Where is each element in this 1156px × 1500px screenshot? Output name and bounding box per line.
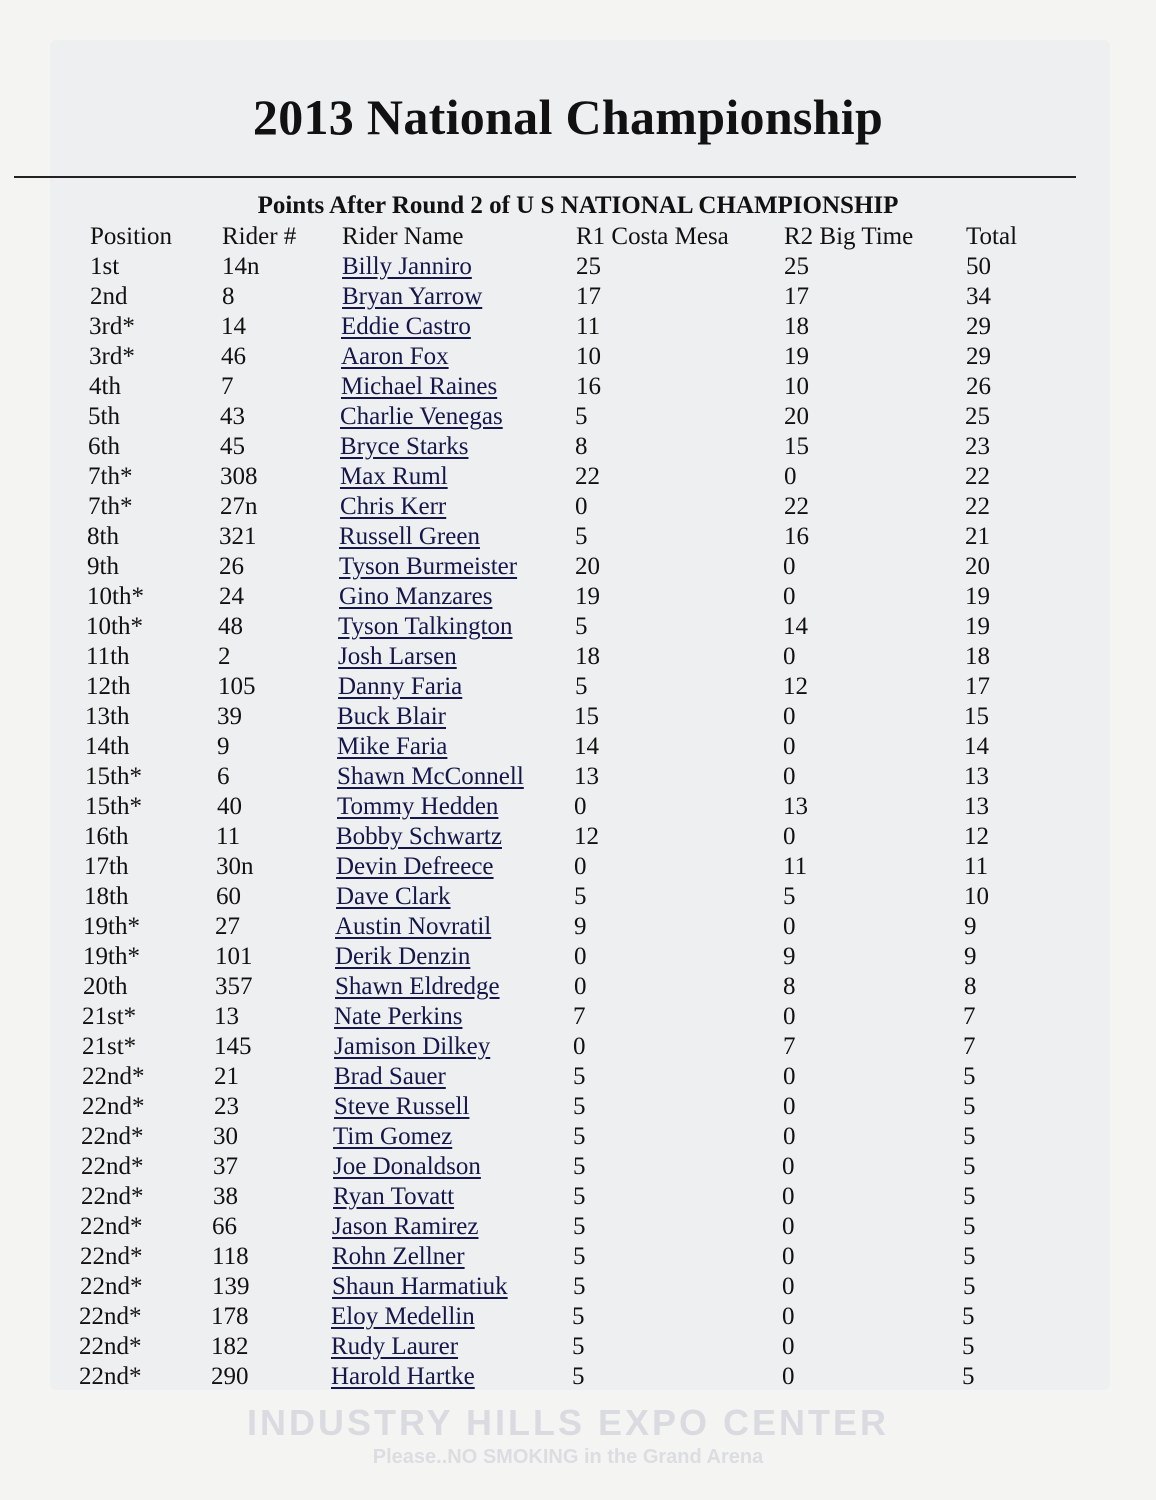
table-row xyxy=(0,672,1156,702)
cell-r1-points: 11 xyxy=(576,313,601,340)
rider-name-link[interactable]: Tommy Hedden xyxy=(337,793,499,820)
cell-position: 6th xyxy=(88,433,120,460)
header-total: Total xyxy=(966,223,1018,250)
cell-rider-number: 308 xyxy=(220,463,258,490)
table-row xyxy=(0,762,1156,792)
cell-total-points: 8 xyxy=(964,973,977,1000)
table-row xyxy=(0,942,1156,972)
rider-name-link[interactable]: Bobby Schwartz xyxy=(336,823,502,850)
cell-r2-points: 0 xyxy=(782,1183,795,1210)
table-row xyxy=(0,1152,1156,1182)
cell-r2-points: 0 xyxy=(782,1333,795,1360)
cell-position: 12th xyxy=(86,673,131,700)
cell-position: 3rd* xyxy=(89,343,135,370)
cell-r1-points: 5 xyxy=(573,1273,586,1300)
cell-r2-points: 0 xyxy=(783,1123,796,1150)
rider-name-link[interactable]: Gino Manzares xyxy=(339,583,493,610)
table-row xyxy=(0,372,1156,402)
cell-r1-points: 15 xyxy=(574,703,599,730)
cell-position: 20th xyxy=(83,973,128,1000)
cell-r2-points: 0 xyxy=(783,703,796,730)
cell-r1-points: 5 xyxy=(573,1183,586,1210)
cell-total-points: 50 xyxy=(966,253,991,280)
rider-name-link[interactable]: Eddie Castro xyxy=(341,313,471,340)
cell-r2-points: 0 xyxy=(783,1003,796,1030)
cell-position: 18th xyxy=(84,883,129,910)
rider-name-link[interactable]: Jamison Dilkey xyxy=(334,1033,491,1060)
table-row xyxy=(0,732,1156,762)
rider-name-link[interactable]: Michael Raines xyxy=(341,373,498,400)
cell-r1-points: 5 xyxy=(573,1213,586,1240)
cell-position: 22nd* xyxy=(82,1063,145,1090)
cell-position: 10th* xyxy=(86,613,143,640)
cell-rider-number: 38 xyxy=(213,1183,238,1210)
cell-position: 15th* xyxy=(85,793,142,820)
table-row xyxy=(0,582,1156,612)
cell-r1-points: 25 xyxy=(576,253,601,280)
cell-r2-points: 0 xyxy=(783,913,796,940)
rider-name-link[interactable]: Brad Sauer xyxy=(334,1063,446,1090)
cell-total-points: 5 xyxy=(963,1213,976,1240)
cell-rider-number: 45 xyxy=(220,433,245,460)
cell-total-points: 20 xyxy=(965,553,990,580)
cell-total-points: 7 xyxy=(963,1003,976,1030)
cell-r2-points: 22 xyxy=(784,493,809,520)
cell-position: 4th xyxy=(89,373,121,400)
cell-r2-points: 0 xyxy=(783,733,796,760)
no-smoking-watermark: Please..NO SMOKING in the Grand Arena xyxy=(372,1446,764,1468)
rider-name-link[interactable]: Shaun Harmatiuk xyxy=(332,1273,508,1300)
table-subtitle: Points After Round 2 of U S NATIONAL CHAMPIONSHIP xyxy=(257,192,899,219)
cell-position: 8th xyxy=(87,523,119,550)
cell-r1-points: 8 xyxy=(575,433,588,460)
cell-r2-points: 11 xyxy=(783,853,808,880)
cell-r2-points: 0 xyxy=(782,1303,795,1330)
cell-total-points: 21 xyxy=(965,523,990,550)
cell-position: 11th xyxy=(86,643,130,670)
rider-name-link[interactable]: Jason Ramirez xyxy=(332,1213,479,1240)
table-row xyxy=(0,612,1156,642)
rider-name-link[interactable]: Bryce Starks xyxy=(340,433,469,460)
cell-r2-points: 10 xyxy=(784,373,809,400)
cell-rider-number: 14 xyxy=(221,313,246,340)
cell-total-points: 18 xyxy=(965,643,990,670)
rider-name-link[interactable]: Charlie Venegas xyxy=(340,403,503,430)
cell-rider-number: 9 xyxy=(217,733,230,760)
table-row xyxy=(0,462,1156,492)
cell-position: 17th xyxy=(84,853,129,880)
cell-r2-points: 0 xyxy=(782,1213,795,1240)
rider-name-link[interactable]: Derik Denzin xyxy=(335,943,471,970)
cell-rider-number: 101 xyxy=(215,943,253,970)
cell-position: 5th xyxy=(88,403,120,430)
rider-name-link[interactable]: Ryan Tovatt xyxy=(333,1183,455,1210)
cell-position: 22nd* xyxy=(79,1333,142,1360)
table-row xyxy=(0,1182,1156,1212)
cell-total-points: 34 xyxy=(966,283,991,310)
cell-total-points: 29 xyxy=(966,313,991,340)
cell-r1-points: 10 xyxy=(576,343,601,370)
cell-rider-number: 66 xyxy=(212,1213,237,1240)
rider-name-link[interactable]: Rohn Zellner xyxy=(332,1243,465,1270)
cell-r1-points: 13 xyxy=(574,763,599,790)
cell-total-points: 5 xyxy=(963,1183,976,1210)
cell-rider-number: 40 xyxy=(217,793,242,820)
cell-position: 22nd* xyxy=(81,1183,144,1210)
cell-rider-number: 13 xyxy=(214,1003,239,1030)
rider-name-link[interactable]: Nate Perkins xyxy=(334,1003,463,1030)
table-row xyxy=(0,402,1156,432)
cell-r1-points: 0 xyxy=(574,853,587,880)
cell-total-points: 13 xyxy=(964,763,989,790)
cell-r1-points: 9 xyxy=(574,913,587,940)
cell-position: 22nd* xyxy=(79,1303,142,1330)
cell-rider-number: 60 xyxy=(216,883,241,910)
cell-total-points: 15 xyxy=(964,703,989,730)
cell-r1-points: 0 xyxy=(575,493,588,520)
cell-r2-points: 25 xyxy=(784,253,809,280)
table-row xyxy=(0,1092,1156,1122)
cell-r2-points: 12 xyxy=(783,673,808,700)
cell-r2-points: 0 xyxy=(782,1363,795,1390)
cell-rider-number: 321 xyxy=(219,523,257,550)
cell-total-points: 5 xyxy=(963,1153,976,1180)
cell-total-points: 23 xyxy=(965,433,990,460)
cell-r1-points: 5 xyxy=(573,1153,586,1180)
cell-total-points: 22 xyxy=(965,463,990,490)
cell-total-points: 19 xyxy=(965,583,990,610)
cell-rider-number: 105 xyxy=(218,673,256,700)
cell-r1-points: 0 xyxy=(574,973,587,1000)
cell-total-points: 5 xyxy=(963,1093,976,1120)
title-divider xyxy=(14,176,1076,178)
cell-total-points: 22 xyxy=(965,493,990,520)
cell-position: 2nd xyxy=(90,283,128,310)
table-row xyxy=(0,1002,1156,1032)
cell-r1-points: 5 xyxy=(573,1243,586,1270)
cell-rider-number: 139 xyxy=(212,1273,250,1300)
cell-r2-points: 19 xyxy=(784,343,809,370)
cell-r1-points: 7 xyxy=(573,1003,586,1030)
rider-name-link[interactable]: Danny Faria xyxy=(338,673,463,700)
cell-rider-number: 145 xyxy=(214,1033,252,1060)
cell-r2-points: 0 xyxy=(783,823,796,850)
rider-name-link[interactable]: Harold Hartke xyxy=(331,1363,475,1390)
rider-name-link[interactable]: Buck Blair xyxy=(337,703,447,730)
cell-rider-number: 21 xyxy=(214,1063,239,1090)
rider-name-link[interactable]: Tim Gomez xyxy=(333,1123,453,1150)
cell-total-points: 5 xyxy=(963,1123,976,1150)
cell-r1-points: 22 xyxy=(575,463,600,490)
cell-position: 22nd* xyxy=(80,1243,143,1270)
table-row xyxy=(0,852,1156,882)
cell-total-points: 5 xyxy=(963,1273,976,1300)
cell-r1-points: 5 xyxy=(575,523,588,550)
header-rider-number: Rider # xyxy=(222,223,297,250)
rider-name-link[interactable]: Chris Kerr xyxy=(340,493,447,520)
cell-rider-number: 23 xyxy=(214,1093,239,1120)
table-row xyxy=(0,522,1156,552)
cell-rider-number: 27n xyxy=(220,493,258,520)
cell-total-points: 26 xyxy=(966,373,991,400)
header-r1-costa-mesa: R1 Costa Mesa xyxy=(576,223,729,250)
cell-position: 22nd* xyxy=(80,1273,143,1300)
cell-rider-number: 43 xyxy=(220,403,245,430)
cell-r1-points: 0 xyxy=(573,1033,586,1060)
cell-r2-points: 14 xyxy=(783,613,808,640)
table-row xyxy=(0,1242,1156,1272)
cell-total-points: 9 xyxy=(964,913,977,940)
table-row xyxy=(0,492,1156,522)
cell-r1-points: 0 xyxy=(574,793,587,820)
cell-position: 7th* xyxy=(88,463,133,490)
cell-total-points: 9 xyxy=(964,943,977,970)
cell-rider-number: 182 xyxy=(211,1333,249,1360)
rider-name-link[interactable]: Mike Faria xyxy=(337,733,448,760)
cell-r2-points: 0 xyxy=(783,1093,796,1120)
cell-r1-points: 5 xyxy=(575,673,588,700)
rider-name-link[interactable]: Aaron Fox xyxy=(341,343,449,370)
table-row xyxy=(0,342,1156,372)
cell-total-points: 5 xyxy=(962,1303,975,1330)
cell-r2-points: 0 xyxy=(784,463,797,490)
cell-r2-points: 17 xyxy=(784,283,809,310)
header-r2-big-time: R2 Big Time xyxy=(784,223,914,250)
cell-rider-number: 178 xyxy=(211,1303,249,1330)
cell-r2-points: 9 xyxy=(783,943,796,970)
rider-name-link[interactable]: Austin Novratil xyxy=(335,913,492,940)
cell-rider-number: 11 xyxy=(216,823,241,850)
cell-total-points: 17 xyxy=(965,673,990,700)
cell-position: 21st* xyxy=(82,1033,137,1060)
cell-rider-number: 6 xyxy=(217,763,230,790)
cell-position: 1st xyxy=(90,253,120,280)
cell-total-points: 12 xyxy=(964,823,989,850)
cell-r2-points: 0 xyxy=(782,1273,795,1300)
rider-name-link[interactable]: Joe Donaldson xyxy=(333,1153,481,1180)
cell-total-points: 25 xyxy=(965,403,990,430)
cell-r1-points: 5 xyxy=(575,613,588,640)
cell-rider-number: 39 xyxy=(217,703,242,730)
cell-r2-points: 0 xyxy=(783,1063,796,1090)
cell-r1-points: 5 xyxy=(572,1363,585,1390)
cell-rider-number: 48 xyxy=(218,613,243,640)
table-row xyxy=(0,792,1156,822)
table-row xyxy=(0,822,1156,852)
table-row xyxy=(0,432,1156,462)
table-header xyxy=(0,222,1156,252)
cell-total-points: 10 xyxy=(964,883,989,910)
rider-name-link[interactable]: Tyson Talkington xyxy=(338,613,513,640)
cell-rider-number: 24 xyxy=(219,583,244,610)
cell-r1-points: 0 xyxy=(574,943,587,970)
table-row xyxy=(0,312,1156,342)
cell-r1-points: 5 xyxy=(573,1123,586,1150)
cell-r1-points: 18 xyxy=(575,643,600,670)
cell-total-points: 5 xyxy=(962,1333,975,1360)
cell-position: 16th xyxy=(84,823,129,850)
cell-r1-points: 5 xyxy=(575,403,588,430)
standings-table xyxy=(0,222,1156,1392)
cell-rider-number: 26 xyxy=(219,553,244,580)
cell-r1-points: 17 xyxy=(576,283,601,310)
cell-r2-points: 0 xyxy=(783,643,796,670)
cell-rider-number: 14n xyxy=(222,253,260,280)
rider-name-link[interactable]: Rudy Laurer xyxy=(331,1333,459,1360)
rider-name-link[interactable]: Russell Green xyxy=(339,523,480,550)
cell-r2-points: 5 xyxy=(783,883,796,910)
cell-r2-points: 20 xyxy=(784,403,809,430)
cell-r2-points: 18 xyxy=(784,313,809,340)
cell-total-points: 5 xyxy=(963,1063,976,1090)
cell-total-points: 11 xyxy=(964,853,989,880)
rider-name-link[interactable]: Bryan Yarrow xyxy=(342,283,483,310)
cell-total-points: 29 xyxy=(966,343,991,370)
cell-position: 19th* xyxy=(83,913,140,940)
cell-rider-number: 290 xyxy=(211,1363,249,1390)
rider-name-link[interactable]: Steve Russell xyxy=(334,1093,470,1120)
cell-rider-number: 2 xyxy=(218,643,231,670)
table-row xyxy=(0,642,1156,672)
cell-r1-points: 5 xyxy=(573,1093,586,1120)
rider-name-link[interactable]: Shawn McConnell xyxy=(337,763,524,790)
cell-r2-points: 0 xyxy=(783,583,796,610)
cell-r2-points: 7 xyxy=(783,1033,796,1060)
cell-position: 19th* xyxy=(83,943,140,970)
rider-name-link[interactable]: Devin Defreece xyxy=(336,853,494,880)
cell-r2-points: 13 xyxy=(783,793,808,820)
cell-rider-number: 8 xyxy=(222,283,235,310)
cell-position: 15th* xyxy=(85,763,142,790)
cell-r1-points: 20 xyxy=(575,553,600,580)
cell-r2-points: 0 xyxy=(783,553,796,580)
page-title: 2013 National Championship xyxy=(252,89,884,145)
table-row xyxy=(0,1212,1156,1242)
table-row xyxy=(0,1122,1156,1152)
cell-r2-points: 15 xyxy=(784,433,809,460)
cell-r2-points: 16 xyxy=(784,523,809,550)
table-row xyxy=(0,1272,1156,1302)
table-row xyxy=(0,1032,1156,1062)
cell-total-points: 14 xyxy=(964,733,989,760)
cell-r1-points: 5 xyxy=(572,1333,585,1360)
cell-position: 21st* xyxy=(82,1003,137,1030)
cell-position: 7th* xyxy=(88,493,133,520)
cell-rider-number: 118 xyxy=(212,1243,249,1270)
cell-position: 22nd* xyxy=(82,1093,145,1120)
cell-total-points: 19 xyxy=(965,613,990,640)
cell-position: 22nd* xyxy=(81,1123,144,1150)
cell-r1-points: 12 xyxy=(574,823,599,850)
header-rider-name: Rider Name xyxy=(342,223,464,250)
rider-name-link[interactable]: Max Ruml xyxy=(340,463,448,490)
rider-name-link[interactable]: Eloy Medellin xyxy=(331,1303,475,1330)
cell-position: 9th xyxy=(87,553,119,580)
cell-rider-number: 7 xyxy=(221,373,234,400)
cell-rider-number: 30 xyxy=(213,1123,238,1150)
rider-name-link[interactable]: Tyson Burmeister xyxy=(339,553,518,580)
cell-total-points: 5 xyxy=(962,1363,975,1390)
cell-r1-points: 5 xyxy=(574,883,587,910)
cell-r2-points: 0 xyxy=(783,763,796,790)
table-row xyxy=(0,1332,1156,1362)
cell-rider-number: 30n xyxy=(216,853,254,880)
table-row xyxy=(0,972,1156,1002)
cell-rider-number: 46 xyxy=(221,343,246,370)
table-row xyxy=(0,282,1156,312)
rider-name-link[interactable]: Josh Larsen xyxy=(338,643,457,670)
venue-watermark: INDUSTRY HILLS EXPO CENTER xyxy=(246,1402,890,1443)
cell-total-points: 5 xyxy=(963,1243,976,1270)
rider-name-link[interactable]: Shawn Eldredge xyxy=(335,973,500,1000)
table-row xyxy=(0,552,1156,582)
header-position: Position xyxy=(90,223,172,250)
table-row xyxy=(0,912,1156,942)
table-row xyxy=(0,1302,1156,1332)
cell-position: 3rd* xyxy=(89,313,135,340)
cell-r2-points: 8 xyxy=(783,973,796,1000)
table-row xyxy=(0,702,1156,732)
cell-r1-points: 19 xyxy=(575,583,600,610)
cell-position: 22nd* xyxy=(81,1153,144,1180)
cell-total-points: 7 xyxy=(963,1033,976,1060)
cell-r2-points: 0 xyxy=(782,1243,795,1270)
cell-position: 13th xyxy=(85,703,130,730)
cell-r1-points: 5 xyxy=(573,1063,586,1090)
cell-rider-number: 27 xyxy=(215,913,240,940)
table-row xyxy=(0,1062,1156,1092)
table-row xyxy=(0,252,1156,282)
cell-rider-number: 357 xyxy=(215,973,253,1000)
cell-position: 22nd* xyxy=(80,1213,143,1240)
rider-name-link[interactable]: Billy Janniro xyxy=(342,253,472,280)
cell-rider-number: 37 xyxy=(213,1153,238,1180)
cell-r1-points: 14 xyxy=(574,733,599,760)
cell-total-points: 13 xyxy=(964,793,989,820)
cell-r2-points: 0 xyxy=(782,1153,795,1180)
table-row xyxy=(0,1362,1156,1392)
rider-name-link[interactable]: Dave Clark xyxy=(336,883,451,910)
cell-position: 22nd* xyxy=(79,1363,142,1390)
table-row xyxy=(0,882,1156,912)
cell-r1-points: 16 xyxy=(576,373,601,400)
cell-position: 10th* xyxy=(87,583,144,610)
cell-position: 14th xyxy=(85,733,130,760)
cell-r1-points: 5 xyxy=(572,1303,585,1330)
